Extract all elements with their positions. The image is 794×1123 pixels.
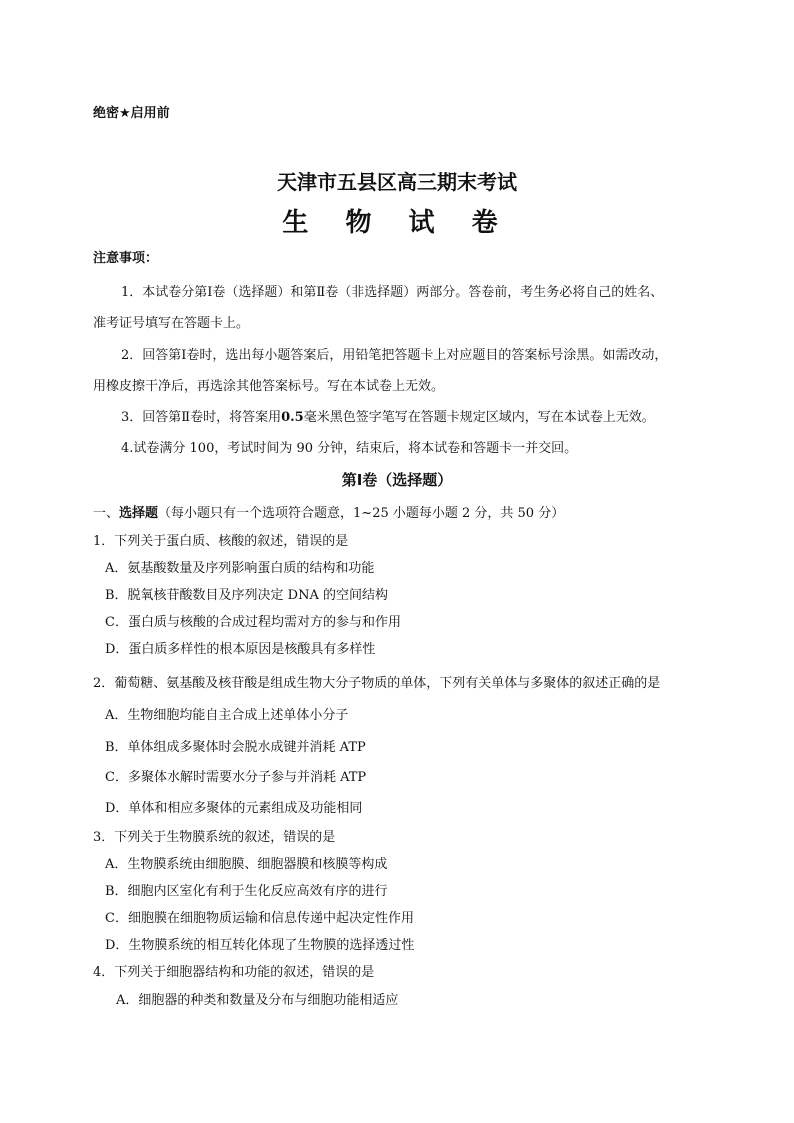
option-item: B．细胞内区室化有利于生化反应高效有序的进行 [105, 884, 388, 899]
question-stem: 3．下列关于生物膜系统的叙述，错误的是 [93, 830, 336, 845]
option-item: A．氨基酸数量及序列影响蛋白质的结构和功能 [105, 561, 375, 576]
notice-item-3-bold: 0.5 [281, 410, 304, 425]
notice-heading: 注意事项： [93, 251, 159, 266]
section-title: 第Ⅰ卷（选择题） [341, 471, 453, 489]
option-item: C．细胞膜在细胞物质运输和信息传递中起决定性作用 [105, 911, 414, 926]
question-stem: 4．下列关于细胞器结构和功能的叙述，错误的是 [93, 965, 375, 980]
part-label: 选择题 [119, 506, 159, 521]
part-number: 一、 [93, 506, 120, 521]
question-stem: 2．葡萄糖、氨基酸及核苷酸是组成生物大分子物质的单体，下列有关单体与多聚体的叙述正确的是 [93, 676, 661, 691]
notice-item-4: 4.试卷满分 100，考试时间为 90 分钟，结束后，将本试卷和答题卡一并交回。 [121, 441, 578, 456]
exam-title: 天津市五县区高三期末考试 [277, 170, 517, 194]
option-item: A．细胞器的种类和数量及分布与细胞功能相适应 [116, 993, 399, 1008]
notice-item-3-post: 毫米黑色签字笔写在答题卡规定区域内，写在本试卷上无效。 [303, 410, 655, 425]
part-instruction [93, 502, 564, 521]
notice-item-2a: 2．回答第Ⅰ卷时，选出每小题答案后，用铅笔把答题卡上对应题目的答案标号涂黑。如需改动， [121, 348, 668, 363]
option-item: C．蛋白质与核酸的合成过程均需对方的参与和作用 [105, 615, 401, 630]
option-item: D．蛋白质多样性的根本原因是核酸具有多样性 [105, 642, 376, 657]
subject-title: 生 物 试 卷 [282, 208, 512, 238]
option-item: B．脱氧核苷酸数目及序列决定 DNA 的空间结构 [105, 588, 389, 603]
option-item: A．生物膜系统由细胞膜、细胞器膜和核膜等构成 [105, 857, 388, 872]
notice-item-2b: 用橡皮擦干净后，再选涂其他答案标号。写在本试卷上无效。 [93, 379, 445, 394]
option-item: C．多聚体水解时需要水分子参与并消耗 ATP [105, 770, 367, 785]
option-item: D．生物膜系统的相互转化体现了生物膜的选择透过性 [105, 938, 415, 953]
option-item: A．生物细胞均能自主合成上述单体小分子 [105, 708, 349, 723]
notice-item-1a: 1．本试卷分第Ⅰ卷（选择题）和第Ⅱ卷（非选择题）两部分。答卷前，考生务必将自己的姓名、 [121, 285, 664, 300]
notice-item-3-pre: 3．回答第Ⅱ卷时，将答案用 [121, 410, 282, 425]
notice-item-1b: 准考证号填写在答题卡上。 [93, 316, 250, 331]
confidential-label: 绝密★启用前 [93, 106, 170, 121]
question-stem: 1．下列关于蛋白质、核酸的叙述，错误的是 [93, 534, 349, 549]
option-item: B．单体组成多聚体时会脱水成键并消耗 ATP [105, 740, 366, 755]
option-item: D．单体和相应多聚体的元素组成及功能相同 [105, 801, 363, 816]
notice-item-3 [121, 406, 655, 425]
part-note: （每小题只有一个选项符合题意，1~25 小题每小题 2 分，共 50 分） [158, 506, 565, 521]
